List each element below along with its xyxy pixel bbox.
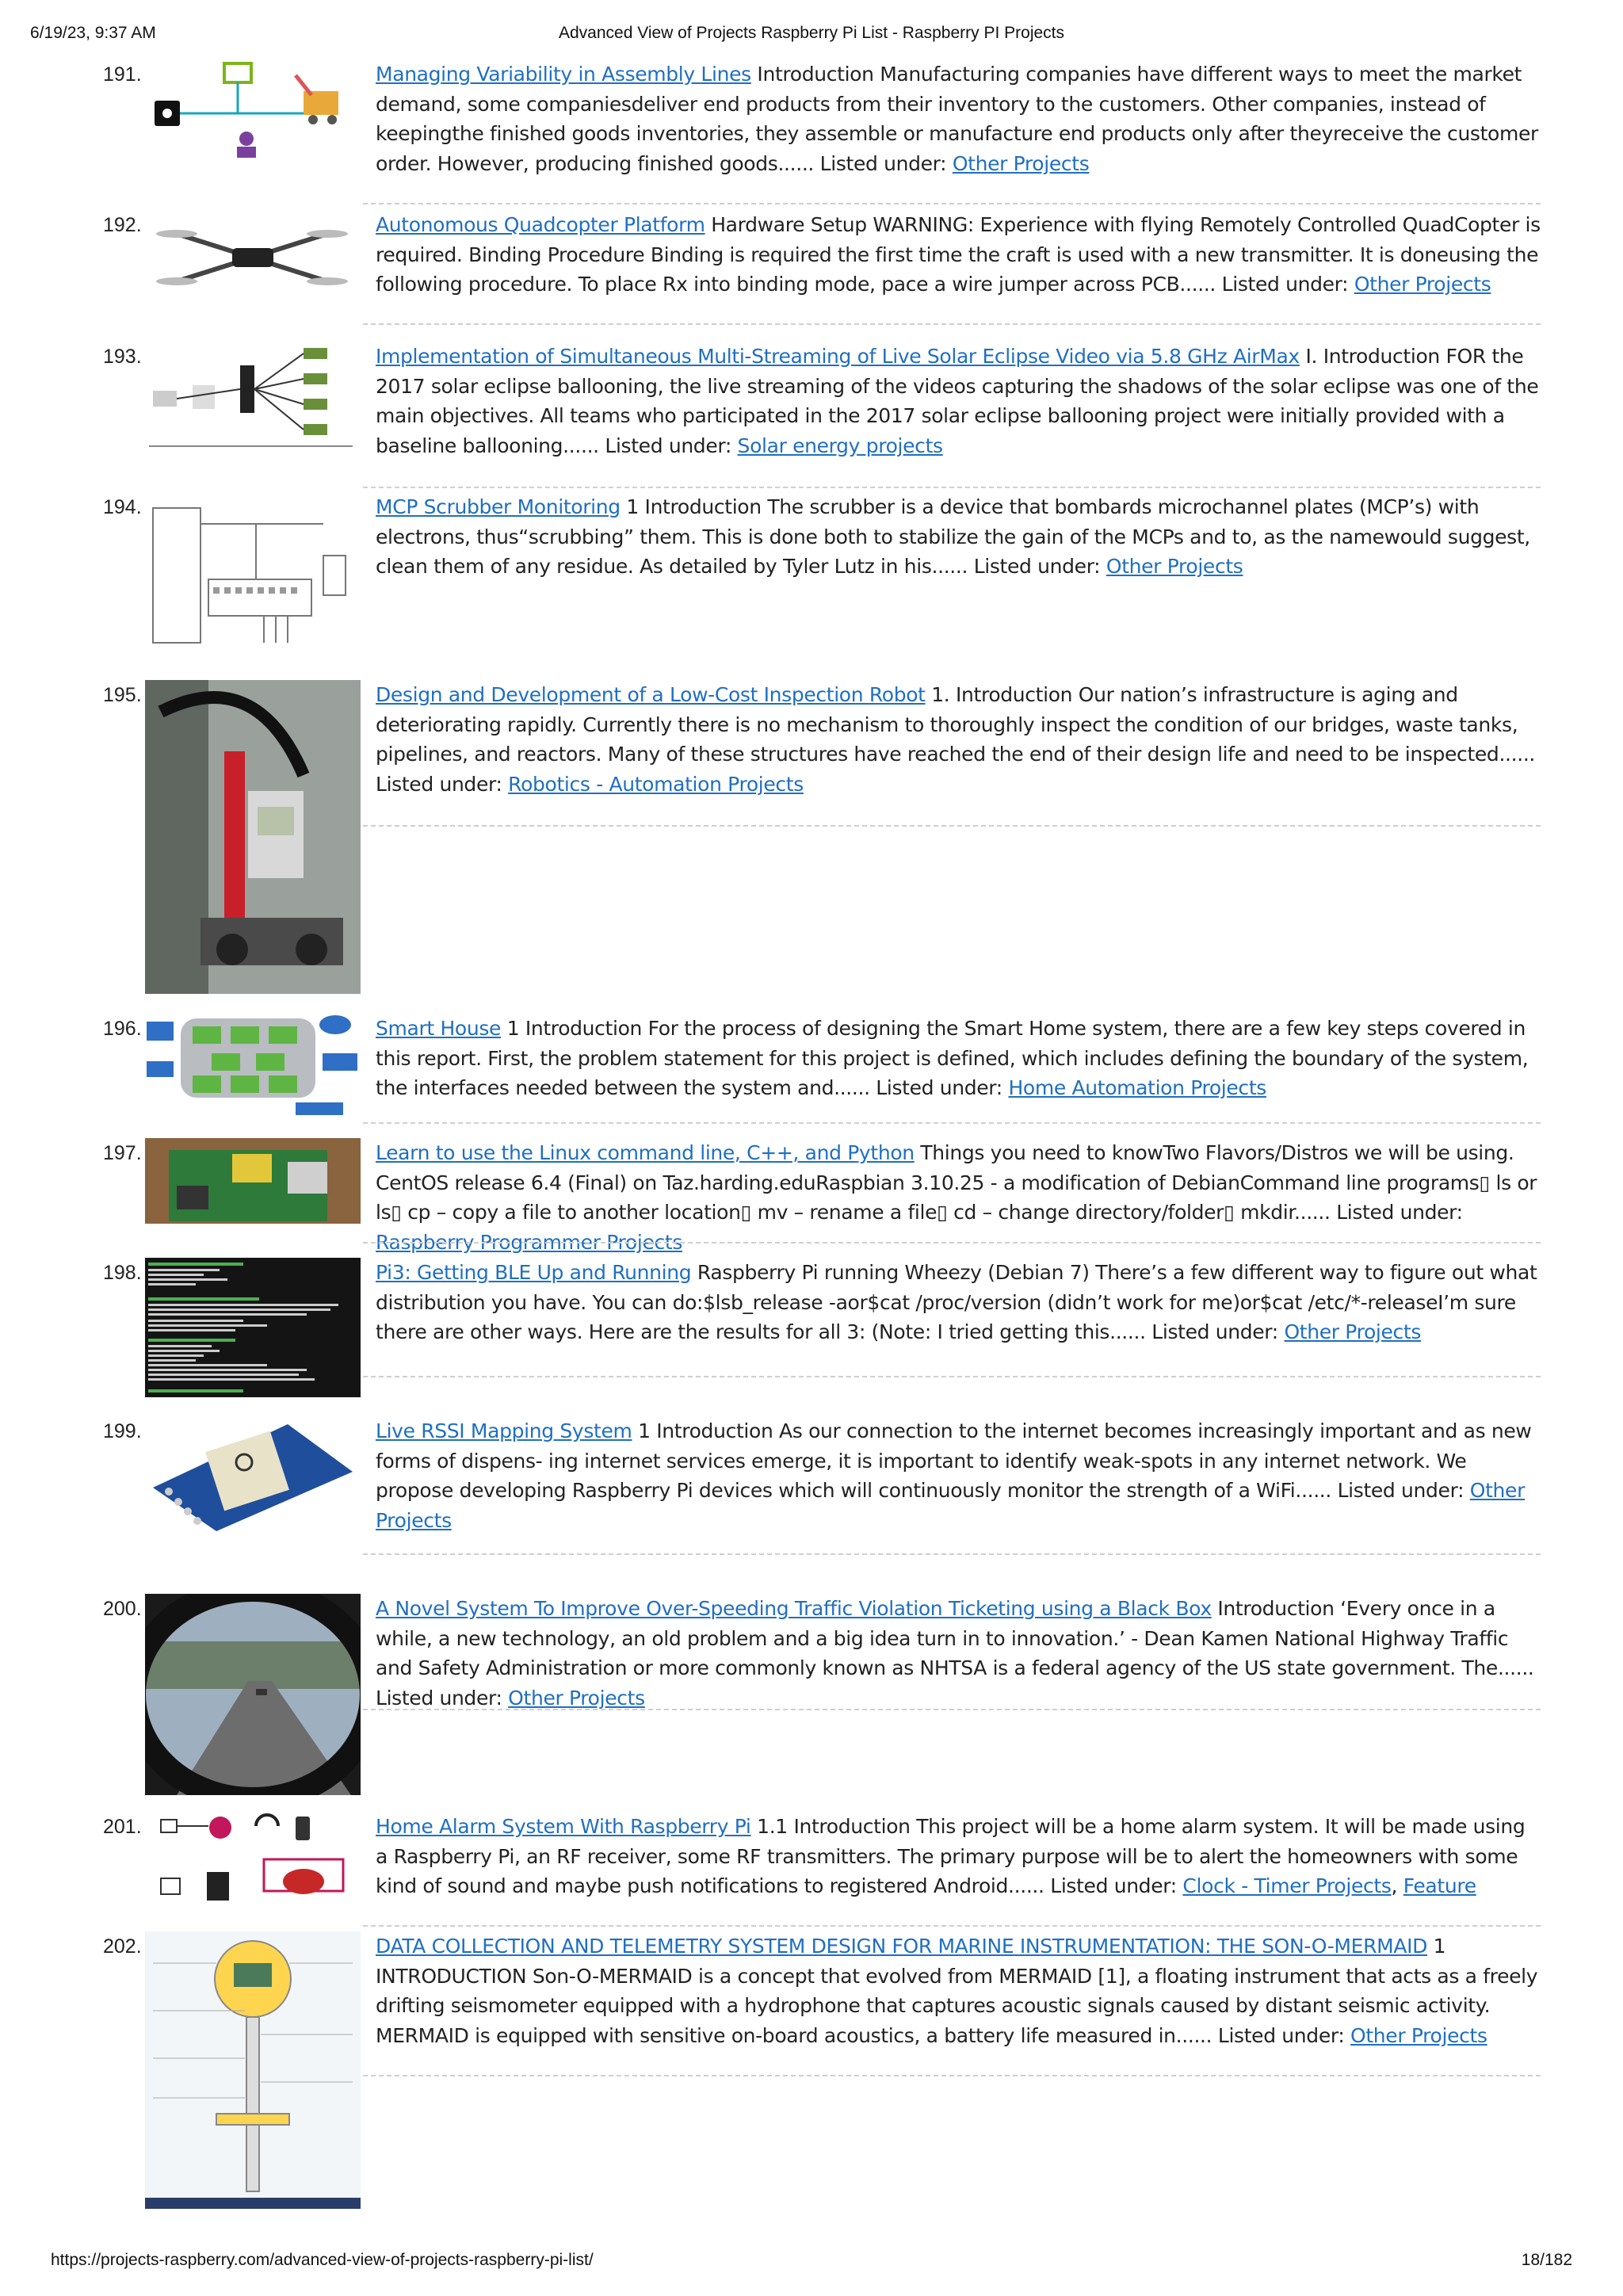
print-footer — [51, 2251, 1572, 2275]
divider — [363, 1553, 1541, 1555]
item-number: 197. — [103, 1142, 142, 1164]
item-number: 202. — [103, 1935, 142, 1958]
entry-text: Home Alarm System With Raspberry Pi 1.1 Introduction This project will be a home alarm system. It will be made using a Raspberry Pi, an RF receiver, some RF transmitters. The primary purpose will be to alert the homeowners with some kind of sound and maybe push notifications to registered Android...... Listed under: Clock - Timer Projects, Feature — [376, 1815, 1526, 1898]
item-number: 191. — [103, 63, 142, 86]
item-number: 201. — [103, 1816, 142, 1838]
entry-text — [376, 492, 1542, 582]
project-excerpt: Introduction ‘Every once in a while, a new technology, an old problem and a big idea turn in to innovation.’ - Dean Kamen National Highway Traffic and Safety Administration or more commonly known as NHTSA is a federal agency of the US state government. The...... — [376, 1597, 1534, 1680]
entry-text — [376, 59, 1542, 178]
category-link[interactable]: Other Projects — [1354, 273, 1491, 296]
entry-text — [376, 1138, 1542, 1257]
category-link[interactable]: Robotics - Automation Projects — [508, 772, 804, 796]
project-title-link[interactable]: Design and Development of a Low-Cost Inspection Robot — [376, 683, 926, 706]
entry-text — [376, 1014, 1542, 1103]
project-thumbnail[interactable] — [145, 210, 361, 302]
divider — [363, 1376, 1541, 1377]
project-excerpt: Things you need to knowTwo Flavors/Distros we will be using. CentOS release 6.4 (Final) on Taz.harding.eduRaspbian 3.10.25 - a modification of DebianCommand line programs▯ ls or ls▯ cp – copy a file to another location▯ mv – rename a file▯ cd – change directory/folder▯ mkdir...... — [376, 1141, 1537, 1224]
category-link[interactable]: Clock - Timer Projects — [1182, 1874, 1392, 1898]
project-thumbnail[interactable] — [145, 342, 361, 459]
project-thumbnail[interactable] — [145, 680, 361, 994]
listed-under-label: Listed under: — [973, 555, 1101, 579]
project-excerpt: 1. Introduction Our nation’s infrastructure is aging and deteriorating rapidly. Currently there is no mechanism to thoroughly inspect the condition of our bridges, waste tanks, pipelines, and reactors. Many of these structures have reached the end of their design life and need to be inspected...... — [376, 683, 1536, 766]
entry-text — [376, 1416, 1542, 1535]
listed-under-label: Listed under: — [605, 434, 731, 457]
divider — [363, 203, 1541, 204]
item-number: 200. — [103, 1598, 142, 1620]
project-thumbnail[interactable] — [145, 1416, 361, 1534]
project-title-link[interactable]: Implementation of Simultaneous Multi-Streaming of Live Solar Eclipse Video via 5.8 GHz AirMax — [376, 345, 1300, 368]
entry-text — [376, 680, 1542, 799]
listed-under-label: Listed under: — [1337, 1479, 1465, 1503]
page-number: 18/182 — [1521, 2251, 1572, 2269]
project-thumbnail[interactable] — [145, 59, 361, 172]
category-link[interactable]: Other Projects — [376, 1479, 1525, 1532]
item-number: 194. — [103, 496, 142, 518]
project-excerpt: 1 Introduction As our connection to the internet becomes increasingly important and as new forms of dispens- ing internet services emerge, it is important to identify weak-spots in any internet network. We propose developing Raspberry Pi devices which will continuously monitor the strength of a WiFi...... — [376, 1419, 1532, 1503]
listed-under-label: Listed under: — [876, 1076, 1002, 1100]
project-excerpt: 1 Introduction For the process of designing the Smart Home system, there are a few key steps covered in this report. First, the problem statement for this project is defined, which includes defining the boundary of the system, the interfaces needed between the system and...... — [376, 1017, 1529, 1100]
project-title-link[interactable]: Pi3: Getting BLE Up and Running — [376, 1261, 692, 1284]
divider — [363, 1709, 1541, 1710]
listed-under-label: Listed under: — [1050, 1874, 1177, 1898]
divider — [363, 2075, 1541, 2076]
project-title-link[interactable]: Learn to use the Linux command line, C++, and Python — [376, 1141, 915, 1164]
project-excerpt: Introduction Manufacturing companies have different ways to meet the market demand, some companiesdeliver end products from their inventory to the customers. Other companies, instead of keepingthe finished goods inventories, they assemble or manufacture end products only after theyreceive the customer order. However, producing finished goods...... — [376, 63, 1538, 175]
category-link[interactable]: Solar energy projects — [737, 434, 943, 457]
project-excerpt: I. Introduction FOR the 2017 solar eclipse ballooning, the live streaming of the videos capturing the shadows of the solar eclipse was one of the main objectives. All teams who participated in the 2017 solar eclipse ballooning project were initially provided with a baseline ballooning...... — [376, 345, 1539, 457]
listed-under-label: Listed under: — [1217, 2023, 1345, 2047]
project-thumbnail[interactable] — [145, 1138, 361, 1224]
category-link[interactable]: Other Projects — [1350, 2023, 1487, 2047]
listed-under-label: Listed under: — [1151, 1320, 1278, 1344]
project-thumbnail[interactable] — [145, 1931, 361, 2209]
listed-under-label: Listed under: — [1336, 1201, 1463, 1224]
project-excerpt: 1.1 Introduction This project will be a home alarm system. It will be made using a Raspberry Pi, an RF receiver, some RF transmitters. The primary purpose will be to alert the homeowners with some kind of sound and maybe push notifications to registered Android...... — [376, 1815, 1526, 1898]
page-title: Advanced View of Projects Raspberry Pi List - Raspberry PI Projects — [558, 24, 1065, 42]
entry-text — [376, 210, 1542, 300]
category-link[interactable]: Home Automation Projects — [1008, 1076, 1266, 1100]
item-number: 198. — [103, 1262, 142, 1284]
listed-under-label: Listed under: — [376, 772, 502, 796]
project-thumbnail[interactable] — [145, 1258, 361, 1397]
project-thumbnail[interactable] — [145, 1014, 361, 1117]
category-link[interactable]: Feature — [1403, 1874, 1476, 1898]
project-title-link[interactable]: A Novel System To Improve Over-Speeding Traffic Violation Ticketing using a Black Box — [376, 1597, 1212, 1620]
project-title-link[interactable]: Smart House — [376, 1017, 502, 1040]
listed-under-label: Listed under: — [1221, 273, 1349, 296]
divider — [363, 1242, 1541, 1244]
project-title-link[interactable]: Managing Variability in Assembly Lines — [376, 63, 751, 86]
project-excerpt: 1 INTRODUCTION Son-O-MERMAID is a concept that evolved from MERMAID [1], a floating instrument that acts as a freely drifting seismometer equipped with a hydrophone that captures acoustic signals caused by distant seismic activity. MERMAID is equipped with sensitive on-board acoustics, a battery life measured in...... — [376, 1935, 1538, 2047]
divider — [363, 825, 1541, 827]
category-link[interactable]: Other Projects — [1284, 1320, 1422, 1344]
category-link[interactable]: Other Projects — [1106, 555, 1243, 579]
print-datetime: 6/19/23, 9:37 AM — [30, 24, 156, 42]
listed-under-label: Listed under: — [376, 1686, 502, 1710]
item-number: 192. — [103, 214, 142, 236]
divider — [363, 1122, 1541, 1124]
project-title-link[interactable]: Home Alarm System With Raspberry Pi — [376, 1815, 751, 1838]
project-excerpt: Hardware Setup WARNING: Experience with flying Remotely Controlled QuadCopter is required. Binding Procedure Binding is required the first time the craft is used with a new transmitter. It is doneusing the following procedure. To place Rx into binding mode, pace a wire jumper across PCB...... — [376, 213, 1541, 296]
entry-text — [376, 342, 1542, 460]
project-thumbnail[interactable] — [145, 1812, 361, 1910]
divider — [363, 487, 1541, 488]
project-title-link[interactable]: DATA COLLECTION AND TELEMETRY SYSTEM DESIGN FOR MARINE INSTRUMENTATION: THE SON-O-MERMAID — [376, 1935, 1428, 1958]
project-thumbnail[interactable] — [145, 1594, 361, 1795]
category-link[interactable]: Other Projects — [508, 1686, 645, 1710]
item-number: 196. — [103, 1018, 142, 1040]
item-number: 199. — [103, 1420, 142, 1442]
project-title-link[interactable]: Live RSSI Mapping System — [376, 1419, 632, 1442]
entry-text — [376, 1594, 1542, 1713]
category-link[interactable]: Other Projects — [952, 151, 1090, 175]
project-thumbnail[interactable] — [145, 492, 361, 649]
divider — [363, 1925, 1541, 1927]
page-url: https://projects-raspberry.com/advanced-view-of-projects-raspberry-pi-list/ — [51, 2251, 594, 2269]
item-number: 193. — [103, 346, 142, 368]
entry-text — [376, 1258, 1542, 1347]
divider — [363, 323, 1541, 325]
category-link[interactable]: Raspberry Programmer Projects — [376, 1230, 682, 1254]
item-number: 195. — [103, 684, 142, 706]
project-title-link[interactable]: MCP Scrubber Monitoring — [376, 495, 621, 518]
project-excerpt: Raspberry Pi running Wheezy (Debian 7) There’s a few different way to figure out what distribution you have. You can do:$lsb_release -aor$cat /proc/version (didn’t work for me)or$cat /etc/*-releaseI’m sure there are other ways. Here are the results for all 3: (Note: I tried getting this...... — [376, 1261, 1537, 1344]
listed-under-label: Listed under: — [819, 151, 947, 175]
print-header — [30, 24, 1593, 48]
project-excerpt: 1 Introduction The scrubber is a device that bombards microchannel plates (MCP’s) with electrons, thus“scrubbing” them. This is done both to stabilize the gain of the MCPs and to, as the namewould suggest, clean them of any residue. As detailed by Tyler Lutz in his...... — [376, 495, 1530, 579]
project-title-link[interactable]: Autonomous Quadcopter Platform — [376, 213, 705, 236]
entry-text — [376, 1931, 1542, 2050]
